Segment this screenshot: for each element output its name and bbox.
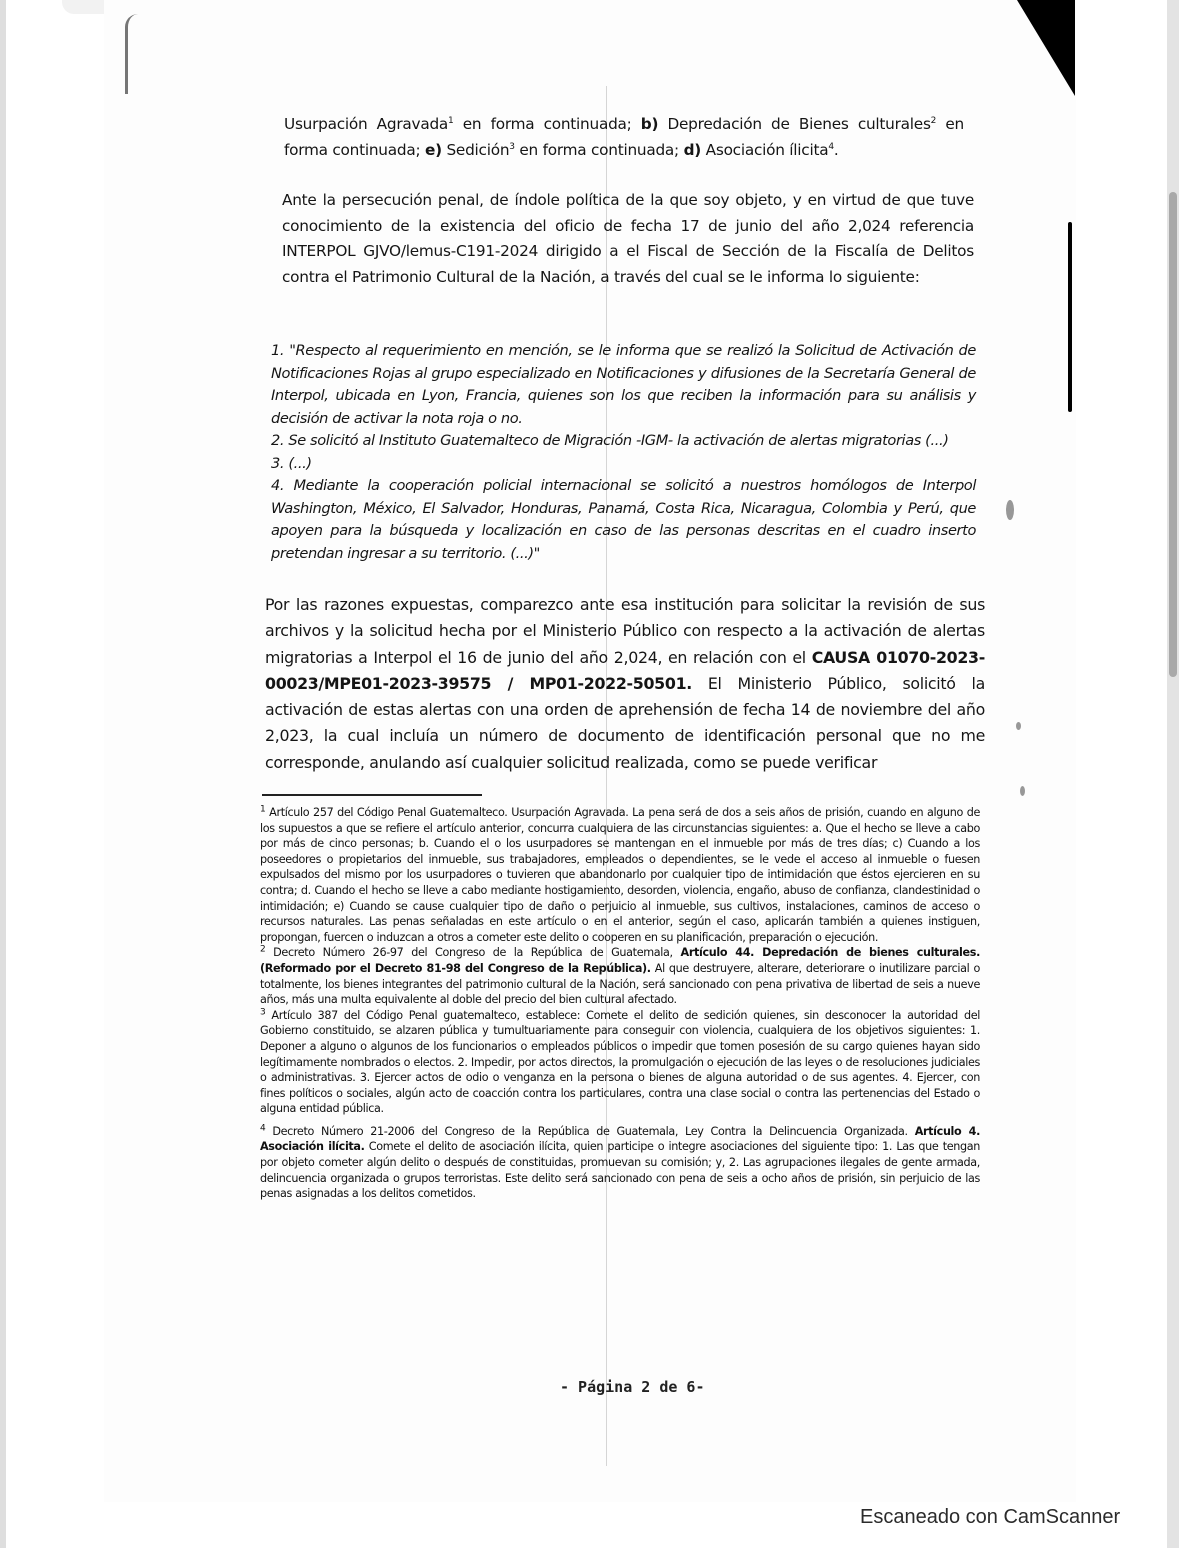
footnote-ref: 4: [828, 141, 834, 152]
item-label: d): [683, 141, 702, 159]
case-reference: CAUSA 01070-2023-00023/MPE01-2023-39575 / MP01-2022-50501.: [265, 647, 985, 693]
text: Depredación de Bienes culturales: [658, 115, 931, 133]
text: Asociación ílicita: [701, 141, 829, 159]
footnotes: [260, 805, 980, 1202]
scan-speck: [1020, 786, 1025, 796]
paragraph-context: Ante la persecución penal, de índole política de la que soy objeto, y en virtud de que tuve conocimiento de la existencia del oficio de fecha 17 de junio del año 2,024 referencia INTERPOL GJVO/lemus-C191-2024 dirigido a el Fiscal de Sección de la Fiscalía de Delitos contra el Patrimonio Cultural de la Nación, a través del cual se le informa lo siguiente:: [282, 191, 974, 286]
footnote-3: [260, 1008, 980, 1117]
bold-text: Artículo 44. Depredación de bienes culturales. (Reformado por el Decreto 81-98 del Congreso de la República).: [260, 946, 980, 975]
text: Decreto Número 26-97 del Congreso de la República de Guatemala,: [265, 946, 681, 960]
footnote-4: [260, 1124, 980, 1202]
text: .: [833, 141, 839, 159]
quote-item: 1. "Respecto al requerimiento en mención, se le informa que se realizó la Solicitud de Activación de Notificaciones Rojas al grupo especializado en Notificaciones y difusiones de la Secretaría General de Interpol, ubicada en Lyon, Francia, quienes son los que reciben la información para su análisis y decisión de activar la nota roja o no.: [271, 342, 976, 427]
viewer-left-edge: [0, 0, 6, 1548]
footnote-mark: 2: [260, 944, 266, 955]
scan-speck: [1006, 500, 1014, 520]
text: Sedición: [441, 141, 510, 159]
paragraph-charges: [284, 111, 964, 163]
paragraph-request: [265, 592, 985, 776]
text: El Ministerio Público, solicitó la activación de estas alertas con una orden de aprehensión de fecha 14 de noviembre del año 2,023, la cual incluía un número de documento de identificación personal que no me corresponde, anulando así cualquier solicitud realizada, como se puede verificar: [265, 673, 986, 772]
quote-item: 3. (...): [271, 454, 312, 472]
text: Al que destruyere, alterare, deteriorare o inutilizare parcial o totalmente, los bienes integrantes del patrimonio cultural de la Nación, será sancionado con pena privativa de libertad de seis a nueve años, más una multa equivalente al doble del precio del bien cultural afectado.: [260, 961, 980, 1007]
page-edge-shadow: [1068, 222, 1072, 412]
footnote-mark: 1: [260, 804, 266, 815]
footnote-mark: 4: [260, 1123, 266, 1134]
footnote-ref: 3: [509, 141, 515, 152]
text: Decreto Número 21-2006 del Congreso de la República de Guatemala, Ley Contra la Delincuencia Organizada.: [265, 1124, 915, 1138]
footnote-mark: 3: [260, 1006, 266, 1017]
item-label: b): [640, 115, 659, 133]
text: en forma continuada;: [284, 115, 964, 159]
item-label: e): [424, 141, 442, 159]
bold-text: Artículo 4. Asociación ilícita.: [260, 1124, 980, 1154]
scan-corner-artifact: [1017, 0, 1075, 96]
text: Artículo 257 del Código Penal Guatemalteco. Usurpación Agravada. La pena será de dos a seis años de prisión, cuando en alguno de los supuestos a que se refiere el artículo anterior, concurra cualquiera de las circunstancias siguientes: a. Que el hecho se lleve a cabo por más de cinco personas; b. Cuando el o los usurpadores se mantengan en el inmueble por más de tres días; c) Cuando a los poseedores o propietarios del inmueble, sus trabajadores, empleados o dependientes, se le vede el acceso al inmueble o fuesen expulsados del mismo por los usurpadores o tuvieren que abandonarlo por cualquier tipo de intimidación que éstos ejercieren en su contra; d. Cuando el hecho se lleve a cabo mediante hostigamiento, desorden, violencia, engaño, abuso de confianza, clandestinidad o intimidación; e) Cuando se cause cualquier tipo de daño o perjuicio al inmueble, sus cultivos, instalaciones, caminos de acceso o recursos naturales. Las penas señaladas en este artículo o en el anterior, según el caso, aplicarán también a quienes instiguen, propongan, fuercen o induzcan a otros a cometer este delito o cooperen en su planificación, preparación o ejecución.: [260, 806, 980, 944]
footnote-1: [260, 805, 980, 945]
footnote-2: [260, 945, 980, 1007]
footnote-ref: 1: [448, 115, 454, 126]
camscanner-watermark: Escaneado con CamScanner: [860, 1506, 1121, 1528]
text: Artículo 387 del Código Penal guatemalteco, establece: Comete el delito de sedición quienes, sin desconocer la autoridad del Gobierno constituido, se alzaren pública y tumultuariamente para conseguir con violencia, cualquiera de los objetivos siguientes: 1. Deponer a alguno o algunos de los funcionarios o empleados públicos o impedir que tomen posesión de su cargo quienes hayan sido legítimamente nombrados o electos. 2. Impedir, por actos directos, la promulgación o ejecución de las leyes o de resoluciones judiciales o administrativas. 3. Ejercer actos de odio o venganza en la persona o bienes de alguna autoridad o de sus agentes. 4. Ejercer, con fines políticos o sociales, algún acto de coacción contra los particulares, contra una clase social o contra las pertenencias del Estado o alguna entidad pública.: [260, 1008, 980, 1116]
scan-speck: [1016, 722, 1021, 730]
text: en forma continuada;: [514, 141, 684, 159]
page-number: - Página 2 de 6-: [560, 1378, 705, 1396]
quote-item: 2. Se solicitó al Instituto Guatemalteco de Migración -IGM- la activación de alertas migratorias (...): [271, 432, 949, 449]
text: Comete el delito de asociación ilícita, quien participe o integre asociaciones del siguiente tipo: 1. Las que tengan por objeto cometer algún delito o después de constituidas, promuevan su comisión; y, 2. Las agrupaciones ilegales de gente armada, delincuencia organizada o grupos terroristas. Este delito será sancionado con pena de seis a ocho años de prisión, sin perjuicio de las penas asignadas a los delitos cometidos.: [260, 1140, 980, 1201]
text: Por las razones expuestas, comparezco ante esa institución para solicitar la revisión de sus archivos y la solicitud hecha por el Ministerio Público con respecto a la activación de alertas migratorias a Interpol el 16 de junio del año 2,024, en relación con el: [265, 595, 985, 667]
scrollbar-thumb[interactable]: [1169, 192, 1177, 677]
page-curl-shadow: [125, 14, 138, 94]
text: en forma continuada;: [453, 115, 641, 133]
footnote-separator: [262, 794, 482, 796]
text: Usurpación Agravada: [284, 115, 449, 133]
quote-item: 4. Mediante la cooperación policial internacional se solicitó a nuestros homólogos de Interpol Washington, México, El Salvador, Honduras, Panamá, Costa Rica, Nicaragua, Colombia y Perú, que apoyen para la búsqueda y localización en caso de las personas descritas en el cuadro inserto pretendan ingresar a su territorio. (...)": [271, 477, 976, 562]
interpol-quote: [271, 340, 976, 565]
footnote-ref: 2: [930, 115, 937, 126]
